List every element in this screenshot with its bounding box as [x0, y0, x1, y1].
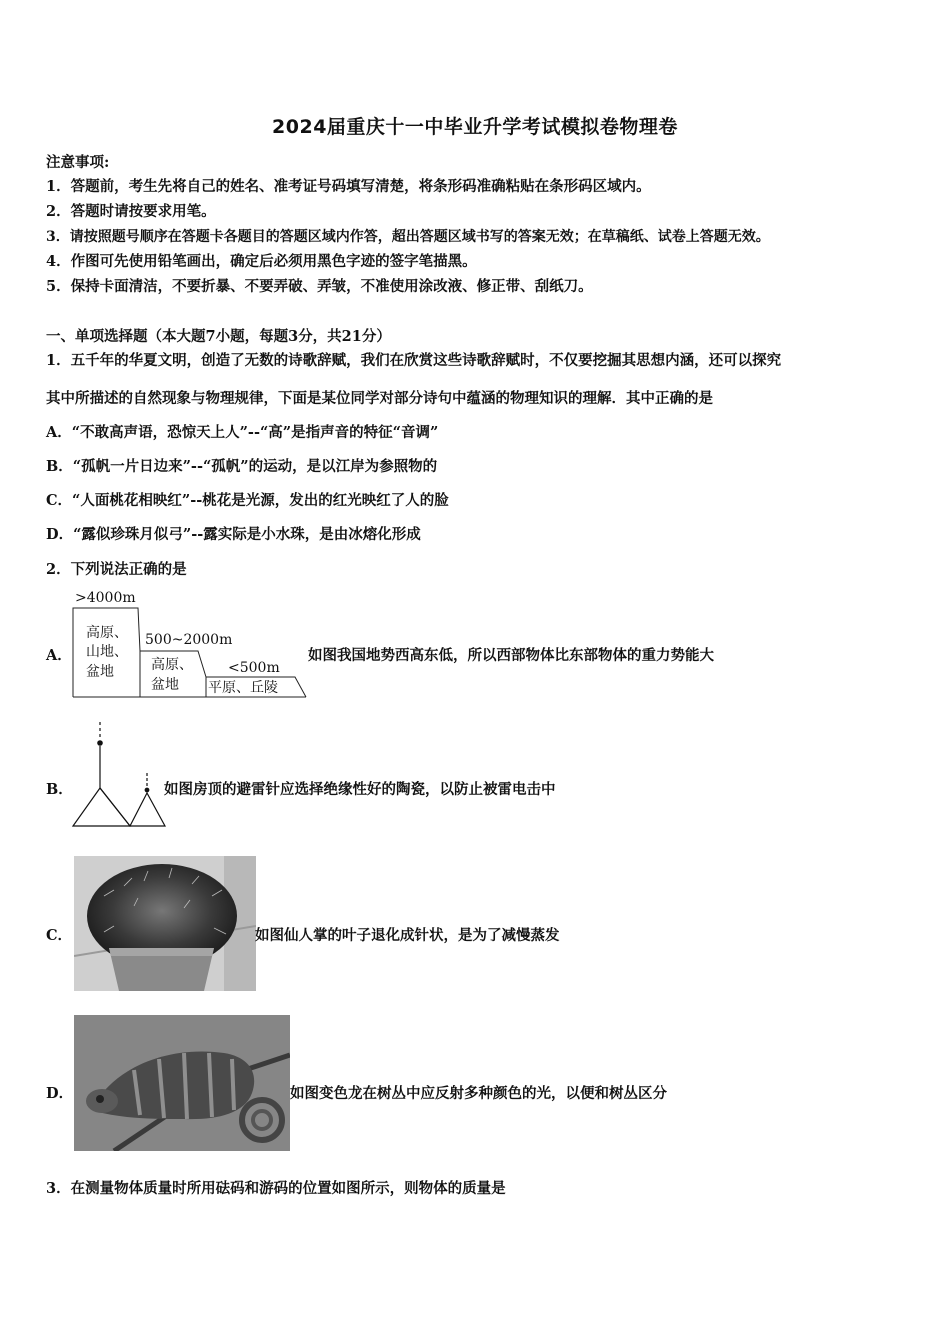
notice-item-3: 3．请按照题号顺序在答题卡各题目的答题区域内作答，超出答题区域书写的答案无效；在草稿纸、试卷上答题无效。 — [46, 229, 770, 245]
section-heading: 一、单项选择题（本大题7小题，每题3分，共21分） — [46, 328, 391, 345]
q2-option-c-caption: 如图仙人掌的叶子退化成针状，是为了减慢蒸发 — [255, 927, 560, 944]
q2-option-b-label: B． — [46, 781, 73, 798]
q1-stem-line-2: 其中所描述的自然现象与物理规律，下面是某位同学对部分诗句中蕴涵的物理知识的理解．其中正确的是 — [46, 390, 713, 407]
q1-stem-line-1: 1．五千年的华夏文明，创造了无数的诗歌辞赋，我们在欣赏这些诗歌辞赋时，不仅要挖掘其思想内涵，还可以探究 — [46, 352, 782, 369]
q1-option-c: C．“人面桃花相映红”--桃花是光源，发出的红光映红了人的脸 — [46, 492, 449, 509]
q2-option-d-label: D． — [46, 1085, 74, 1102]
notice-heading: 注意事项: — [46, 154, 110, 171]
notice-item-1: 1．答题前，考生先将自己的姓名、准考证号码填写清楚，将条形码准确粘贴在条形码区域内。 — [46, 178, 651, 195]
terrain-step-diagram — [70, 588, 310, 700]
q2-option-a-label: A． — [46, 647, 72, 664]
lightning-rod-diagram — [70, 718, 170, 830]
high-terrain-text-1: 高原、 — [86, 625, 128, 641]
q1-option-b: B．“孤帆一片日边来”--“孤帆”的运动，是以江岸为参照物的 — [46, 458, 438, 475]
q2-option-d-caption: 如图变色龙在树丛中应反射多种颜色的光，以便和树丛区分 — [290, 1085, 667, 1102]
notice-item-5: 5．保持卡面清洁，不要折暴、不要弄破、弄皱，不准使用涂改液、修正带、刮纸刀。 — [46, 278, 593, 295]
q2-option-b-caption: 如图房顶的避雷针应选择绝缘性好的陶瓷，以防止被雷电击中 — [164, 781, 556, 798]
high-terrain-text-2: 山地、 — [86, 644, 128, 660]
chameleon-photo — [74, 1015, 290, 1151]
mid-terrain-text-1: 高原、 — [151, 657, 193, 673]
q3-stem: 3．在测量物体质量时所用砝码和游码的位置如图所示，则物体的质量是 — [46, 1180, 506, 1197]
high-altitude-label: >4000m — [75, 590, 136, 606]
q2-option-a-caption: 如图我国地势西高东低，所以西部物体比东部物体的重力势能大 — [308, 647, 714, 664]
q2-stem: 2．下列说法正确的是 — [46, 561, 187, 578]
q1-option-d: D．“露似珍珠月似弓”--露实际是小水珠，是由冰熔化形成 — [46, 526, 421, 543]
notice-item-2: 2．答题时请按要求用笔。 — [46, 203, 216, 220]
exam-title: 2024届重庆十一中毕业升学考试模拟卷物理卷 — [272, 116, 678, 138]
low-altitude-label: <500m — [228, 660, 280, 676]
mid-terrain-text-2: 盆地 — [151, 677, 179, 693]
cactus-photo — [74, 856, 256, 991]
q2-option-c-label: C． — [46, 927, 73, 944]
notice-item-4: 4．作图可先使用铅笔画出，确定后必须用黑色字迹的签字笔描黑。 — [46, 253, 477, 270]
low-terrain-text: 平原、丘陵 — [208, 680, 278, 696]
q1-option-a: A．“不敢高声语，恐惊天上人”--“高”是指声音的特征“音调” — [46, 424, 439, 441]
mid-altitude-label: 500~2000m — [145, 632, 233, 648]
high-terrain-text-3: 盆地 — [86, 664, 114, 680]
